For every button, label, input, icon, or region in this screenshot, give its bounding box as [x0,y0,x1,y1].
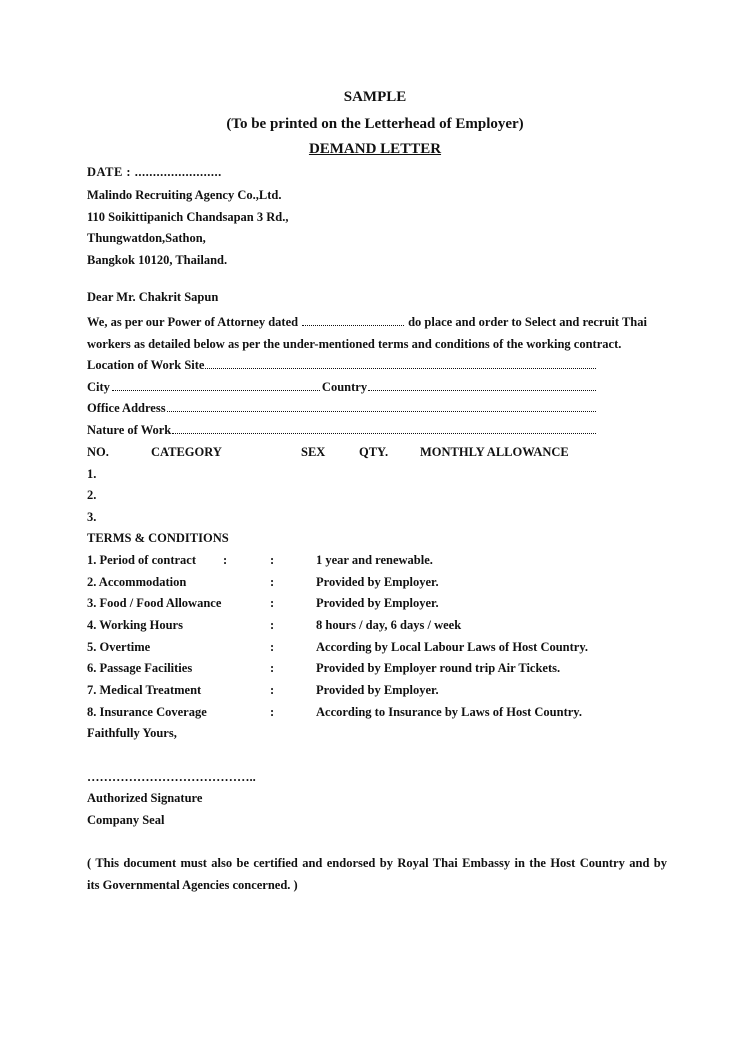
term-value-7: Provided by Employer. [316,683,439,697]
city-country-field [87,380,597,395]
term-sep-2: : [270,575,275,589]
footnote-line-2: its Governmental Agencies concerned. ) [87,878,298,892]
table-row-2: 2. [87,488,97,502]
office-address-field [87,401,597,416]
term-sep-8: : [270,705,275,719]
term-label-1: 1. Period of contract [87,553,196,567]
term-label-7: 7. Medical Treatment [87,683,202,697]
term-label-8: 8. Insurance Coverage [87,705,207,719]
term-label-4: 4. Working Hours [87,618,183,632]
table-header-category: CATEGORY [151,445,222,459]
footnote-line-1: ( This document must also be certified and endorsed by Royal Thai Embassy in the Host Country and by [87,856,667,870]
addressee-line-1: Malindo Recruiting Agency Co.,Ltd. [87,188,282,202]
term-sep-6: : [270,661,275,675]
country-blank[interactable] [368,390,596,391]
signature-line[interactable]: ………………………………….. [87,770,256,784]
nature-of-work-label: Nature of Work [87,423,172,437]
term-value-3: Provided by Employer. [316,596,439,610]
document-title [0,141,750,158]
term-value-8: According to Insurance by Laws of Host Country. [316,705,582,719]
document-title-text: DEMAND LETTER [308,141,442,157]
term-label-3: 3. Food / Food Allowance [87,596,222,610]
date-line: DATE : ........................ [87,165,222,179]
office-address-blank[interactable] [167,411,596,412]
location-blank[interactable] [205,368,596,369]
body-paragraph-line-2: workers as detailed below as per the under-mentioned terms and conditions of the working contract. [87,337,622,351]
body-text-start: We, as per our Power of Attorney dated [87,315,299,329]
body-paragraph-line-1 [87,315,667,330]
term-label-5: 5. Overtime [87,640,151,654]
term-sep-4: : [270,618,275,632]
terms-heading: TERMS & CONDITIONS [87,531,229,545]
authorized-signature-label: Authorized Signature [87,791,203,805]
table-header-monthly-allowance: MONTHLY ALLOWANCE [420,445,569,459]
location-field [87,358,597,373]
term-sep-3: : [270,596,275,610]
sample-heading: SAMPLE [343,89,407,105]
closing-faithfully: Faithfully Yours, [87,726,177,740]
term-label-6: 6. Passage Facilities [87,661,193,675]
term-sep-7: : [270,683,275,697]
nature-of-work-field [87,423,597,438]
table-header-qty: QTY. [359,445,389,459]
term-value-5: According by Local Labour Laws of Host Country. [316,640,589,654]
table-row-1: 1. [87,467,97,481]
city-label: City [87,380,110,394]
table-header-no: NO. [87,445,109,459]
term-label-2: 2. Accommodation [87,575,187,589]
addressee-line-3: Thungwatdon,Sathon, [87,231,206,245]
country-label: Country [321,380,368,394]
term-value-4: 8 hours / day, 6 days / week [316,618,462,632]
term-value-6: Provided by Employer round trip Air Tickets. [316,661,561,675]
salutation: Dear Mr. Chakrit Sapun [87,290,219,304]
table-row-3: 3. [87,510,97,524]
term-sep-extra-1: : [223,553,228,567]
table-header-sex: SEX [301,445,326,459]
office-address-label: Office Address [87,401,166,415]
poa-date-blank[interactable] [302,324,404,326]
term-sep-5: : [270,640,275,654]
letterhead-note: (To be printed on the Letterhead of Employer) [226,116,524,132]
addressee-line-2: 110 Soikittipanich Chandsapan 3 Rd., [87,210,289,224]
company-seal-label: Company Seal [87,813,165,827]
addressee-line-4: Bangkok 10120, Thailand. [87,253,228,267]
term-sep-1: : [270,553,275,567]
location-label: Location of Work Site [87,358,205,372]
body-text-end: do place and order to Select and recruit Thai [408,315,647,329]
term-value-1: 1 year and renewable. [316,553,433,567]
nature-of-work-blank[interactable] [172,433,596,434]
city-blank[interactable] [112,389,320,391]
term-value-2: Provided by Employer. [316,575,439,589]
